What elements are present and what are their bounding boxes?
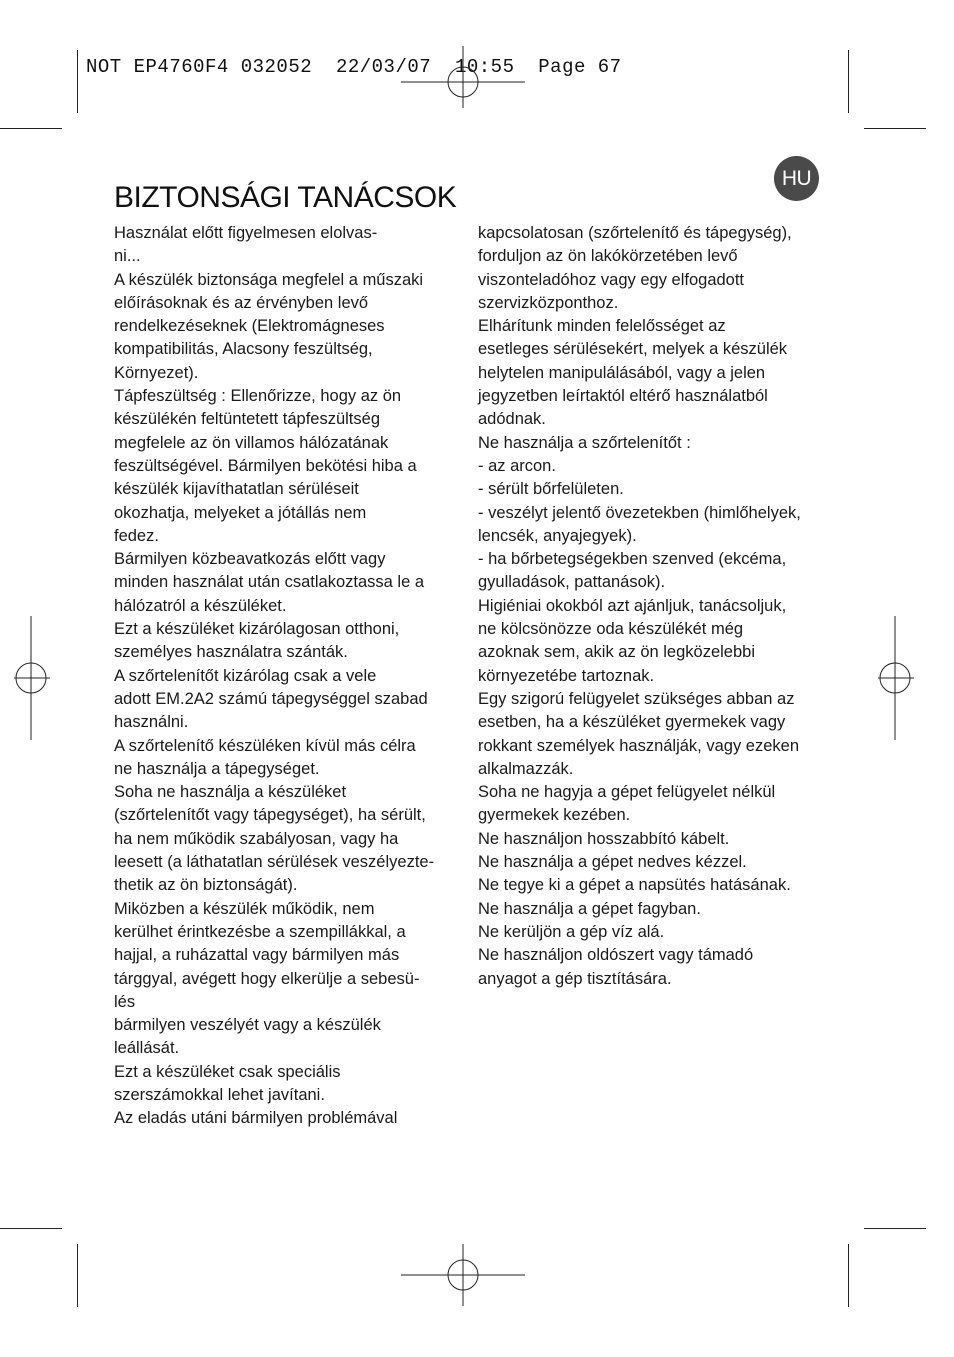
text-line: Ne használja a szőrtelenítőt : (478, 433, 691, 452)
text-line: adott EM.2A2 számú tápegységgel szabad (114, 689, 428, 708)
text-line: fedez. (114, 526, 159, 545)
text-line: alkalmazzák. (478, 759, 574, 778)
text-line: Soha ne használja a készüléket (114, 783, 347, 802)
text-line: gyermekek kezében. (478, 806, 631, 825)
text-line: használni. (114, 713, 189, 732)
text-line: A szőrtelenítőt kizárólag csak a vele (114, 666, 377, 685)
text-line: ne kölcsönözze oda készülékét még (478, 620, 744, 639)
text-line: - veszélyt jelentő övezetekben (himlőhelyek, (478, 503, 801, 522)
text-line: lencsék, anyajegyek). (478, 526, 637, 545)
text-line: rokkant személyek használják, vagy ezeken (478, 736, 799, 755)
registration-mark-top (401, 46, 525, 108)
text-line: viszonteladóhoz vagy egy elfogadott (478, 270, 745, 289)
language-badge: HU (774, 156, 819, 201)
text-line: adódnak. (478, 410, 546, 429)
text-line: forduljon az ön lakókörzetében levő (478, 247, 738, 266)
text-line: megfelele az ön villamos hálózatának (114, 433, 389, 452)
crop-mark (848, 1244, 849, 1307)
page-title: BIZTONSÁGI TANÁCSOK (114, 181, 457, 214)
text-line: jegyzetben leírtaktól eltérő használatból (478, 387, 768, 406)
text-line: Ne használjon oldószert vagy támadó (478, 946, 754, 965)
text-line: esetleges sérülésekért, melyek a készülék (478, 340, 788, 359)
text-line: leesett (a láthatatlan sérülések veszélyezte- (114, 853, 435, 872)
right-column (478, 222, 818, 991)
text-line: előírásoknak és az érvényben levő (114, 293, 369, 312)
crop-mark (77, 1244, 78, 1307)
text-line: szerszámokkal lehet javítani. (114, 1085, 325, 1104)
left-column (114, 222, 450, 1131)
text-line: készülékén feltüntetett tápfeszültség (114, 410, 380, 429)
text-line: thetik az ön biztonságát). (114, 876, 298, 895)
text-line: ni... (114, 247, 141, 266)
text-line: leállását. (114, 1039, 180, 1058)
text-line: Ezt a készüléket csak speciális (114, 1062, 341, 1081)
crop-mark (0, 128, 62, 129)
text-line: azoknak sem, akik az ön legközelebbi (478, 643, 755, 662)
text-line: feszültségével. Bármilyen bekötési hiba a (114, 456, 417, 475)
crop-mark (848, 50, 849, 113)
text-line: minden használat után csatlakoztassa le a (114, 573, 425, 592)
text-line: szervizközponthoz. (478, 293, 619, 312)
text-line: Az eladás utáni bármilyen problémával (114, 1109, 398, 1128)
text-line: Ne használja a gépet nedves kézzel. (478, 853, 747, 872)
registration-mark-bottom (401, 1244, 525, 1306)
text-line: (szőrtelenítőt vagy tápegységet), ha sérült, (114, 806, 426, 825)
text-line: Higiéniai okokból azt ajánljuk, tanácsoljuk, (478, 596, 787, 615)
text-line: Ezt a készüléket kizárólagosan otthoni, (114, 620, 400, 639)
text-line: kapcsolatosan (szőrtelenítő és tápegység), (478, 224, 792, 242)
crop-mark (864, 128, 926, 129)
text-line: Ne használjon hosszabbító kábelt. (478, 829, 730, 848)
registration-mark-right (878, 616, 914, 740)
text-line: A készülék biztonsága megfelel a műszaki (114, 270, 424, 289)
text-line: Környezet). (114, 363, 199, 382)
text-line: ne használja a tápegységet. (114, 759, 320, 778)
text-line: Ne kerüljön a gép víz alá. (478, 922, 665, 941)
text-line: Ne használja a gépet fagyban. (478, 899, 701, 918)
text-line: Soha ne hagyja a gépet felügyelet nélkül (478, 783, 776, 802)
text-line: Tápfeszültség : Ellenőrizze, hogy az ön (114, 387, 402, 406)
text-line: hálózatról a készüléket. (114, 596, 287, 615)
print-slug: NOT EP4760F4 032052 22/03/07 10:55 Page 67 (86, 56, 622, 78)
text-line: Bármilyen közbeavatkozás előtt vagy (114, 550, 386, 569)
text-line: - sérült bőrfelületen. (478, 480, 624, 499)
text-line: ha nem működik szabályosan, vagy ha (114, 829, 399, 848)
text-line: környezetébe tartoznak. (478, 666, 655, 685)
text-line: A szőrtelenítő készüléken kívül más célra (114, 736, 416, 755)
text-line: bármilyen veszélyét vagy a készülék (114, 1016, 381, 1035)
text-line: tárggyal, avégett hogy elkerülje a sebesü- (114, 969, 420, 988)
text-line: lés (114, 992, 136, 1011)
crop-mark (0, 1228, 62, 1229)
text-line: Elhárítunk minden felelősséget az (478, 317, 726, 336)
text-line: rendelkezéseknek (Elektromágneses (114, 317, 385, 336)
text-line: készülék kijavíthatatlan sérüléseit (114, 480, 359, 499)
text-line: személyes használatra szánták. (114, 643, 348, 662)
registration-mark-left (14, 616, 50, 740)
text-line: gyulladások, pattanások). (478, 573, 666, 592)
text-line: - ha bőrbetegségekben szenved (ekcéma, (478, 550, 787, 569)
text-line: Miközben a készülék működik, nem (114, 899, 375, 918)
text-line: okozhatja, melyeket a jótállás nem (114, 503, 367, 522)
text-line: hajjal, a ruházattal vagy bármilyen más (114, 946, 400, 965)
text-line: Ne tegye ki a gépet a napsütés hatásának. (478, 876, 791, 895)
text-line: kerülhet érintkezésbe a szempillákkal, a (114, 922, 406, 941)
text-line: Használat előtt figyelmesen elolvas- (114, 224, 378, 242)
text-line: - az arcon. (478, 456, 556, 475)
crop-mark (77, 50, 78, 113)
text-line: kompatibilitás, Alacsony feszültség, (114, 340, 373, 359)
text-line: Egy szigorú felügyelet szükséges abban az (478, 689, 795, 708)
text-line: esetben, ha a készüléket gyermekek vagy (478, 713, 786, 732)
text-line: anyagot a gép tisztítására. (478, 969, 672, 988)
crop-mark (864, 1228, 926, 1229)
text-line: helytelen manipulálásából, vagy a jelen (478, 363, 766, 382)
